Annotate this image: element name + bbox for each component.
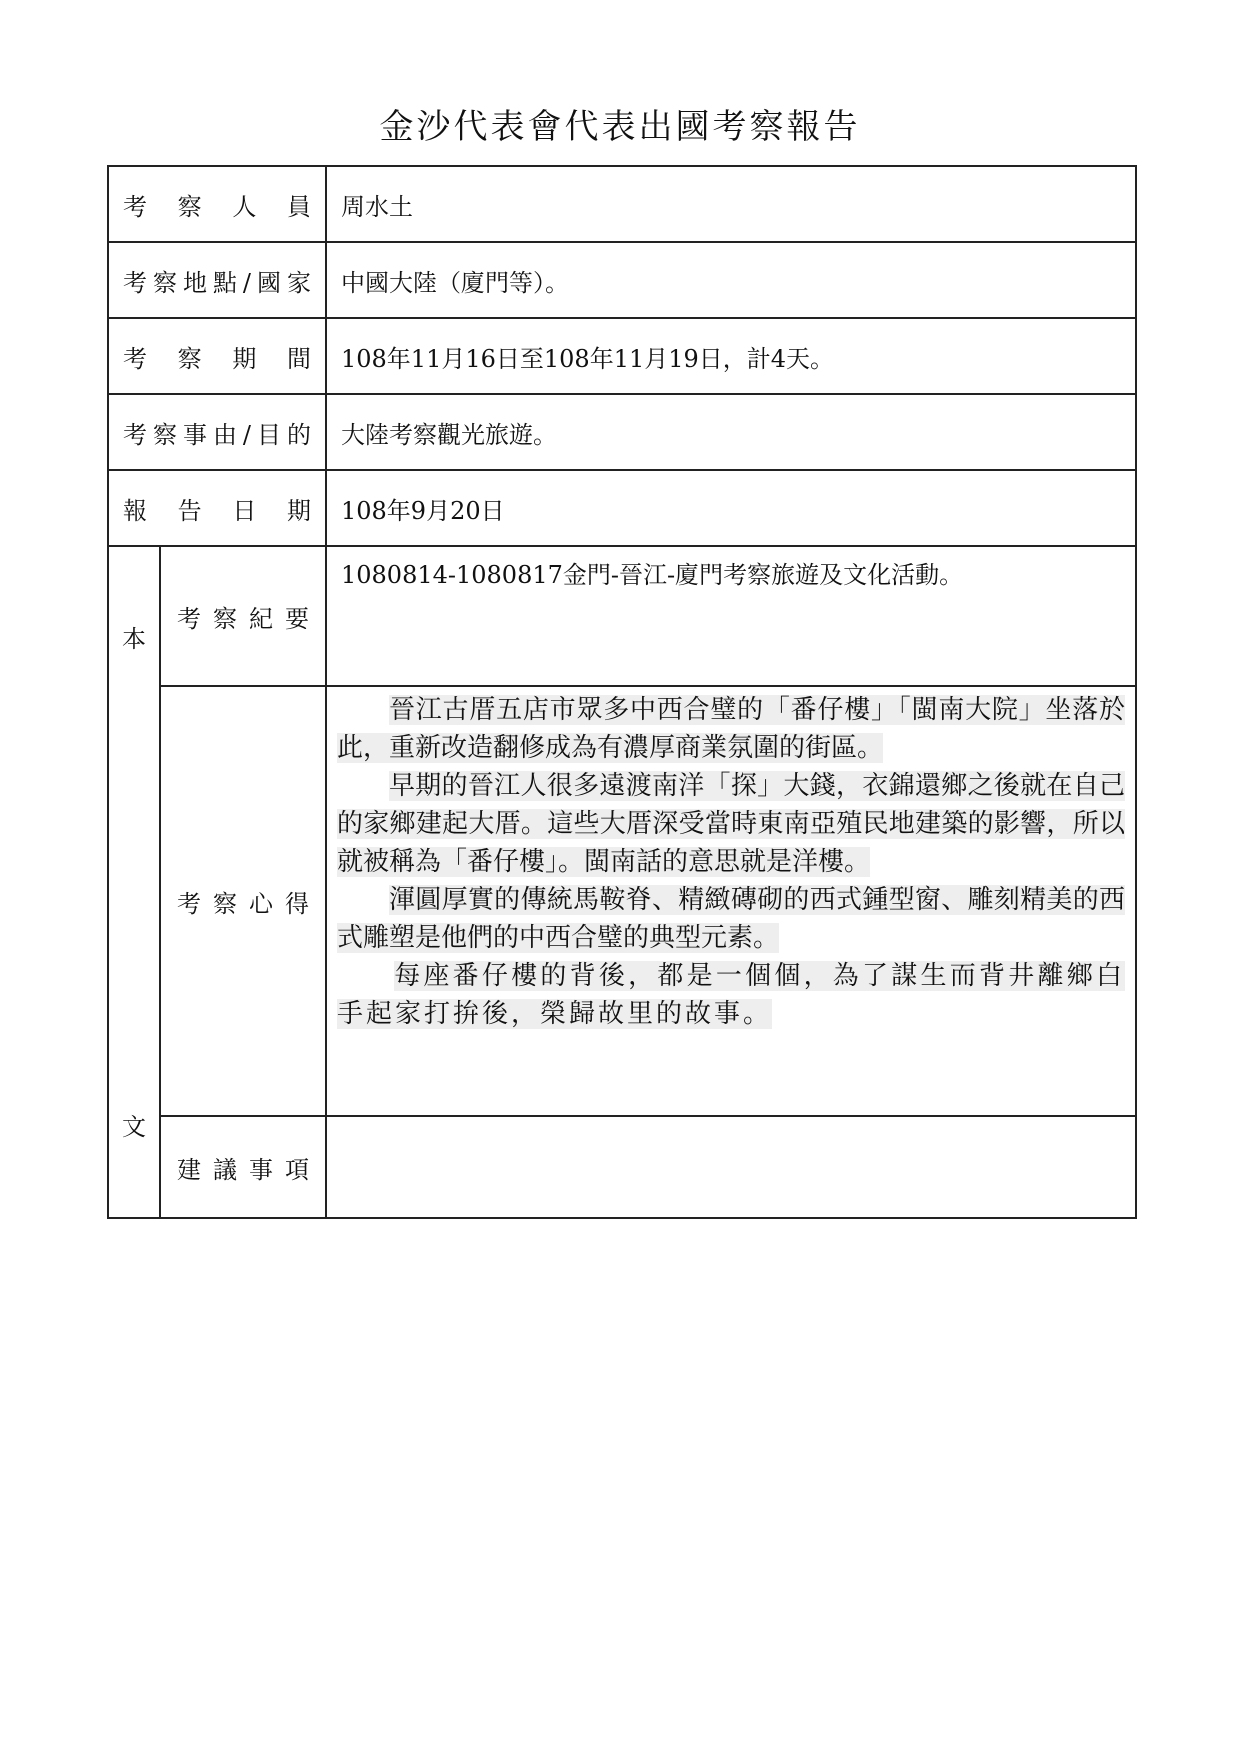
- value-reflections: [326, 686, 1136, 1116]
- row-summary: [108, 546, 1136, 686]
- value-report-date: 108年9月20日: [326, 470, 1136, 546]
- row-purpose: [108, 394, 1136, 470]
- reflection-paragraph: 晉江古厝五店市眾多中西合璧的「番仔樓」「閩南大院」坐落於此，重新改造翻修成為有濃厚商業氛圍的街區。: [337, 695, 1125, 763]
- label-reflections: 考察心得: [160, 686, 326, 1116]
- value-period: 108年11月16日至108年11月19日，計4天。: [326, 318, 1136, 394]
- value-personnel: 周水土: [326, 166, 1136, 242]
- report-table: [107, 165, 1137, 1219]
- value-suggestions: [326, 1116, 1136, 1218]
- value-summary: 1080814-1080817金門-晉江-廈門考察旅遊及文化活動。: [326, 546, 1136, 686]
- side-label-top: 本: [122, 625, 146, 653]
- page-title: 金沙代表會代表出國考察報告: [379, 107, 861, 147]
- row-period: [108, 318, 1136, 394]
- body-side-label: [108, 546, 160, 1218]
- label-purpose: 考察事由/目的: [108, 394, 326, 470]
- label-period: 考察期間: [108, 318, 326, 394]
- row-report-date: [108, 470, 1136, 546]
- row-suggestions: [108, 1116, 1136, 1218]
- row-location: [108, 242, 1136, 318]
- row-personnel: [108, 166, 1136, 242]
- value-location: 中國大陸（廈門等）。: [326, 242, 1136, 318]
- row-reflections: [108, 686, 1136, 1116]
- reflection-paragraph: 渾圓厚實的傳統馬鞍脊、精緻磚砌的西式鍾型窗、雕刻精美的西式雕塑是他們的中西合璧的典型元素。: [337, 885, 1125, 953]
- label-summary: 考察紀要: [160, 546, 326, 686]
- side-label-bottom: 文: [122, 1113, 146, 1141]
- reflection-paragraph: 早期的晉江人很多遠渡南洋「探」大錢，衣錦還鄉之後就在自己的家鄉建起大厝。這些大厝深受當時東南亞殖民地建築的影響，所以就被稱為「番仔樓」。閩南話的意思就是洋樓。: [337, 771, 1125, 877]
- value-purpose: 大陸考察觀光旅遊。: [326, 394, 1136, 470]
- reflection-paragraph: 每座番仔樓的背後，都是一個個，為了謀生而背井離鄉白手起家打拚後，榮歸故里的故事。: [337, 961, 1125, 1029]
- label-personnel: 考察人員: [108, 166, 326, 242]
- label-report-date: 報告日期: [108, 470, 326, 546]
- label-location: 考察地點/國家: [108, 242, 326, 318]
- label-suggestions: 建議事項: [160, 1116, 326, 1218]
